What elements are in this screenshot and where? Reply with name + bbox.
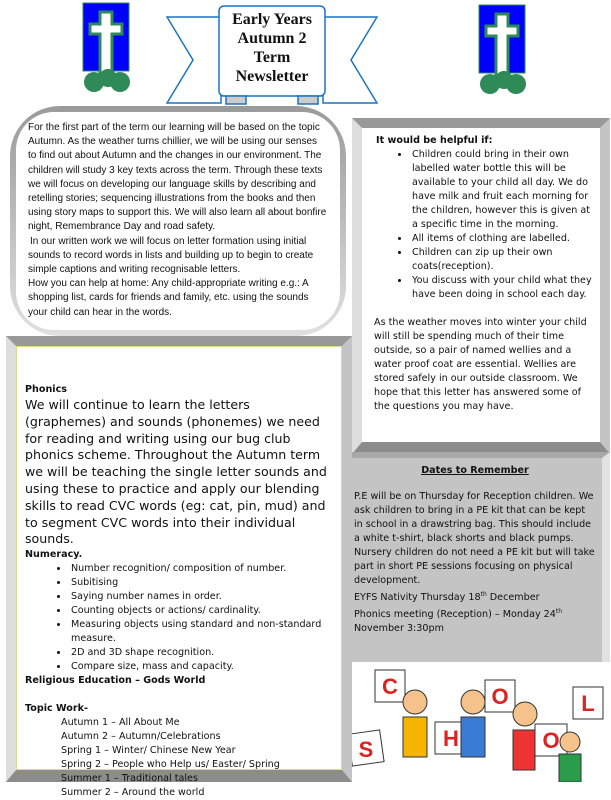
curriculum-panel bbox=[6, 336, 352, 799]
svg-text:C: C bbox=[382, 674, 398, 699]
helpful-closing: As the weather moves into winter your child will still be spending much of their time outside, so a pair of named wellies and a water proof coat are essential. Wellies are stored safely in our outside classroom. We hope that this letter has answered some of the questions you may have. bbox=[374, 317, 587, 412]
list-item: • You discuss with your child what they have been doing in school each day. bbox=[410, 274, 596, 302]
list-item: • 2D and 3D shape recognition. bbox=[69, 646, 333, 660]
dates-heading: Dates to Remember bbox=[421, 465, 529, 476]
svg-text:L: L bbox=[581, 691, 595, 716]
nativity-date: EYFS Nativity Thursday 18th December bbox=[354, 591, 540, 604]
list-item: • Counting objects or actions/ cardinality. bbox=[69, 604, 333, 618]
list-item: • Compare size, mass and capacity. bbox=[69, 660, 333, 674]
list-item: • Number recognition/ composition of number. bbox=[69, 562, 333, 576]
list-item: • Subitising bbox=[69, 576, 333, 590]
list-item: • Saying number names in order. bbox=[69, 590, 333, 604]
phonics-meeting-date: Phonics meeting (Reception) – Monday 24th November 3:30pm bbox=[354, 608, 563, 635]
intro-paragraph: How you can help at home: Any child-appropriate writing e.g.: A shopping list, cards for friends and family, etc. using the sounds your child can hear in the words. bbox=[28, 278, 309, 318]
helpful-panel bbox=[352, 118, 610, 454]
topic-heading: Topic Work- bbox=[25, 703, 88, 715]
dates-panel bbox=[348, 452, 610, 662]
svg-text:O: O bbox=[491, 684, 509, 709]
helpful-heading: It would be helpful if: bbox=[376, 135, 493, 146]
topic-item: Spring 1 – Winter/ Chinese New Year bbox=[61, 745, 236, 757]
topic-item: Spring 2 – People who Help us/ Easter/ Spring bbox=[61, 759, 280, 771]
phonics-heading: Phonics bbox=[25, 384, 67, 395]
pe-text: P.E will be on Thursday for Reception children. We ask children to bring in a PE kit that can be kept in school in a drawstring bag. This should include a white t-shirt, black shorts and black pumps. bbox=[354, 491, 594, 544]
phonics-text: We will continue to learn the letters (graphemes) and sounds (phonemes) we need for reading and writing using our bug club phonics scheme. Throughout the Autumn term we will be teaching the single letter sounds and using these to practice and apply our blending skills to read CVC words (eg: cat, pin, mud) and to segment CVC words into their individual sounds. bbox=[25, 397, 327, 547]
cross-logo-right bbox=[478, 4, 526, 99]
newsletter-title: Early Years Autumn 2 Term Newsletter bbox=[232, 11, 312, 85]
list-item: • Children could bring in their own labelled water bottle this will be available to your child all day. We do have milk and fruit each morning for the children, however this is given at a specific time in the morning. bbox=[410, 148, 596, 232]
topic-item: Autumn 1 – All About Me bbox=[61, 717, 180, 729]
intro-paragraph: In our written work we will focus on letter formation using initial sounds to record words in lists and building up to begin to create simple captions and writing recognisable letters. bbox=[28, 235, 314, 276]
list-item: • Measuring objects using standard and non-standard measure. bbox=[69, 618, 333, 646]
svg-text:S: S bbox=[358, 737, 374, 762]
list-item: • All items of clothing are labelled. bbox=[410, 232, 596, 246]
svg-text:H: H bbox=[443, 726, 459, 751]
topic-item: Summer 1 – Traditional tales bbox=[61, 773, 198, 785]
intro-paragraph: For the first part of the term our learning will be based on the topic Autumn. As the weather turns chillier, we will be using our senses to find out about Autumn and the changes in our environment. The children will study 3 key texts across the term. Through these texts we will focus on developing our language skills by describing and retelling stories; sequencing illustrations from the books and then using story maps to support this. We will also learn all about bonfire night, Remembrance Day and road safety. bbox=[28, 122, 327, 233]
list-item: • Children can zip up their own coats(reception). bbox=[410, 246, 596, 274]
re-heading: Religious Education – Gods World bbox=[25, 675, 206, 687]
topic-item: Summer 2 – Around the world bbox=[61, 787, 205, 799]
topic-item: Autumn 2 – Autumn/Celebrations bbox=[61, 731, 221, 743]
numeracy-heading: Numeracy. bbox=[25, 549, 83, 561]
cross-logo-left bbox=[82, 2, 130, 97]
intro-panel bbox=[10, 106, 346, 336]
school-children-picture bbox=[345, 662, 611, 782]
nursery-text: Nursery children do not need a PE kit but will take part in short PE sessions focusing on physical development. bbox=[354, 547, 595, 586]
svg-text:O: O bbox=[542, 728, 560, 753]
